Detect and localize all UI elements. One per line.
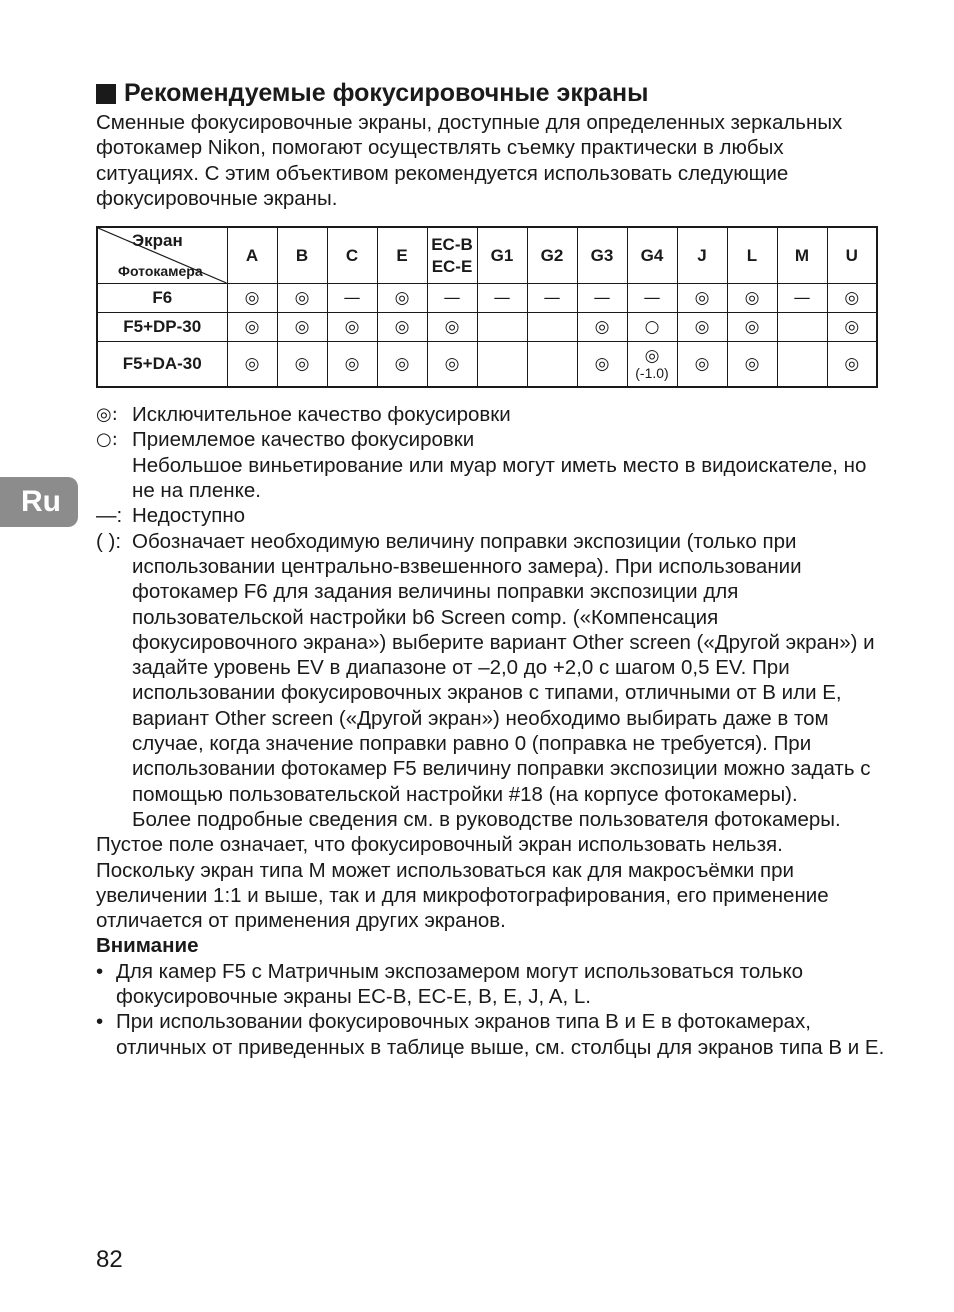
legend-parentheses-text: Обозначает необходимую величину поправки экспозиции (только при использовании центрально-взвешенного замера). При использовании фотокамер F6 для задания величины поправки экспозиции для пользовательской настройки b6 Screen comp. («Компенсация фокусировочного экрана») выберите вариант Other screen («Другой экран») и задайте уровень EV в диапазоне от –2,0 до +2,0 с шагом 0,5 EV. При использовании фокусировочных экранов с типами, отличными от B или E, вариант Other screen («Другой экран») необходимо выбирать даже в том случае, когда значение поправки равно 0 (поправка не требуется). При использовании фотокамер F5 величину поправки экспозиции можно задать с помощью пользовательской настройки #18 (на корпусе фотокамеры).: [132, 529, 875, 806]
parentheses-icon: ( ):: [96, 529, 122, 553]
square-bullet-icon: [96, 84, 116, 104]
col-header-ec-b: EC-B: [431, 234, 473, 254]
bullet-icon: •: [96, 959, 104, 983]
section-title: [96, 78, 886, 108]
col-header-m: M: [777, 227, 827, 284]
table-row-f6: [97, 284, 877, 313]
table-cell: ◎: [827, 313, 877, 342]
circle-icon: ○:: [96, 429, 118, 451]
legend-acceptable-note: Небольшое виньетирование или муар могут иметь место в видоискателе, но не на пленке.: [132, 453, 867, 503]
table-cell: ◎: [727, 342, 777, 388]
table-cell: [477, 342, 527, 388]
col-header-g4: G4: [627, 227, 677, 284]
table-cell: ◎: [327, 342, 377, 388]
row-camera-f5-da30: F5+DA-30: [97, 342, 227, 388]
attention-item-1: Для камер F5 с Матричным экспозамером могут использоваться только фокусировочные экраны EC-B, EC-E, B, E, J, A, L.: [116, 959, 804, 1009]
table-cell: [777, 313, 827, 342]
legend-excellent: [96, 402, 886, 427]
table-cell: ◎: [327, 313, 377, 342]
page-number: 82: [96, 1246, 123, 1273]
table-cell: ◎: [427, 342, 477, 388]
table-cell: ◎: [277, 313, 327, 342]
col-header-e: E: [377, 227, 427, 284]
legend-acceptable: [96, 427, 886, 503]
table-cell: ◎: [227, 342, 277, 388]
table-cell: ◎: [377, 342, 427, 388]
col-header-b: B: [277, 227, 327, 284]
legend-unavailable-text: Недоступно: [132, 504, 246, 528]
empty-field-note: Пустое поле означает, что фокусировочный экран использовать нельзя. Поскольку экран типа M может использоваться как для макросъёмки при увеличении 1:1 и выше, так и для микрофотографирования, его применение отличается от применения других экранов.: [96, 833, 829, 933]
table-cell: ◎: [827, 342, 877, 388]
table-cell: ◎: [577, 342, 627, 388]
list-item: [96, 959, 886, 1010]
g4-exposure-note: (-1.0): [635, 365, 669, 382]
focusing-screens-table: [96, 226, 878, 388]
col-header-g1: G1: [477, 227, 527, 284]
legend-parentheses-more: Более подробные сведения см. в руководстве пользователя фотокамеры.: [132, 807, 841, 831]
col-header-g2: G2: [527, 227, 577, 284]
table-cell: ◎: [227, 284, 277, 313]
legend-acceptable-text: Приемлемое качество фокусировки: [132, 428, 475, 452]
table-cell: ○: [627, 313, 677, 342]
language-tab-label: Ru: [21, 485, 61, 518]
section-title-text: Рекомендуемые фокусировочные экраны: [124, 79, 649, 107]
table-cell: ◎: [727, 313, 777, 342]
table-cell: [777, 342, 827, 388]
table-cell: ◎: [677, 284, 727, 313]
corner-screen-label: Экран: [132, 231, 183, 251]
row-camera-f5-dp30: F5+DP-30: [97, 313, 227, 342]
list-item: [96, 1009, 886, 1060]
table-corner-cell: [97, 227, 227, 284]
table-cell: ◎: [677, 342, 727, 388]
row-camera-f6: F6: [97, 284, 227, 313]
table-cell: ◎: [577, 313, 627, 342]
page-content: [96, 78, 886, 1060]
table-cell: —: [327, 284, 377, 313]
table-cell: —: [527, 284, 577, 313]
table-row-f5-dp30: [97, 313, 877, 342]
col-header-a: A: [227, 227, 277, 284]
col-header-c: C: [327, 227, 377, 284]
table-cell: ◎: [727, 284, 777, 313]
table-header-row: [97, 227, 877, 284]
col-header-l: L: [727, 227, 777, 284]
table-cell: —: [627, 284, 677, 313]
legend-excellent-text: Исключительное качество фокусировки: [132, 403, 511, 427]
table-cell: ◎: [377, 313, 427, 342]
table-cell: ◎: [277, 342, 327, 388]
table-cell: ◎: [227, 313, 277, 342]
table-cell: [477, 313, 527, 342]
language-tab: [0, 477, 78, 527]
bullet-icon: •: [96, 1010, 104, 1034]
col-header-ec-e: EC-E: [431, 256, 473, 276]
table-cell: ◎: [277, 284, 327, 313]
table-cell: —: [777, 284, 827, 313]
intro-paragraph: Сменные фокусировочные экраны, доступные для определенных зеркальных фотокамер Nikon, помогают осуществлять съемку практически в любых ситуациях. С этим объективом рекомендуется использовать следующие фокусировочные экраны.: [96, 111, 843, 210]
col-header-ec: [427, 227, 477, 284]
table-cell: ◎: [427, 313, 477, 342]
legend-parentheses: [96, 529, 886, 833]
table-cell: —: [577, 284, 627, 313]
legend-unavailable: [96, 503, 886, 528]
table-cell: ◎ (-1.0): [627, 342, 677, 388]
attention-list: [96, 959, 886, 1060]
table-cell: —: [427, 284, 477, 313]
col-header-u: U: [827, 227, 877, 284]
table-cell: ◎: [827, 284, 877, 313]
attention-item-2: При использовании фокусировочных экранов типа B и E в фотокамерах, отличных от приведенных в таблице выше, см. столбцы для экранов типа B и E.: [116, 1010, 885, 1059]
col-header-j: J: [677, 227, 727, 284]
col-header-g3: G3: [577, 227, 627, 284]
table-cell: ◎: [377, 284, 427, 313]
corner-camera-label: Фотокамера: [118, 263, 203, 280]
attention-heading: Внимание: [96, 934, 199, 958]
table-cell: ◎: [677, 313, 727, 342]
table-cell: [527, 313, 577, 342]
table-cell: [527, 342, 577, 388]
dash-icon: —:: [96, 504, 123, 528]
legend: [96, 402, 886, 832]
table-cell: —: [477, 284, 527, 313]
double-circle-icon: ◎:: [96, 404, 118, 426]
table-row-f5-da30: [97, 342, 877, 388]
